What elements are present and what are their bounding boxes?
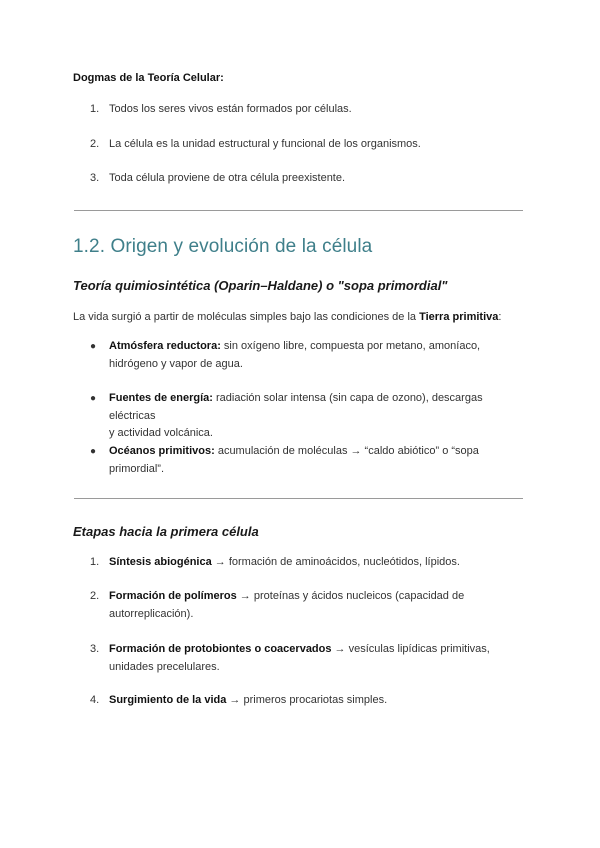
theory-title: Teoría quimiosintética (Oparin–Haldane) o "sopa primordial" (73, 278, 448, 293)
list-text: La célula es la unidad estructural y funcional de los organismos. (109, 138, 421, 150)
bullet-line2: hidrógeno y vapor de agua. (109, 357, 243, 370)
list-text (109, 588, 529, 623)
list-number: 3. (90, 643, 100, 655)
list-text (109, 443, 529, 478)
divider (74, 498, 523, 499)
bullet-line1: acumulación de moléculas → “caldo abiótico” o “sopa (214, 445, 479, 457)
list-text: Todos los seres vivos están formados por células. (109, 103, 352, 115)
dogmas-heading: Dogmas de la Teoría Celular: (73, 72, 224, 84)
stages-title: Etapas hacia la primera célula (73, 524, 259, 539)
bullet-icon: ● (90, 341, 97, 352)
stage-term: Formación de polímeros (109, 590, 237, 602)
stage-term: Síntesis abiogénica (109, 556, 212, 568)
stage-line1: → primeros procariotas simples. (226, 694, 388, 706)
bullet-line2: y actividad volcánica. (109, 427, 213, 439)
list-number: 4. (90, 694, 100, 706)
stage-term: Formación de protobiontes o coacervados (109, 643, 332, 655)
theory-intro (73, 311, 501, 323)
section-title: 1.2. Origen y evolución de la célula (73, 236, 373, 257)
list-text (109, 692, 529, 710)
list-text (109, 554, 529, 572)
bullet-term: Fuentes de energía: (109, 392, 213, 404)
stage-line1: → formación de aminoácidos, nucleótidos, lípidos. (211, 556, 460, 568)
stage-line2: autorreplicación). (109, 607, 194, 620)
stage-line1: → proteínas y ácidos nucleicos (capacidad de (236, 590, 465, 602)
list-number: 1. (90, 103, 100, 115)
list-number: 3. (90, 172, 100, 184)
bullet-icon: ● (90, 393, 97, 404)
intro-text: La vida surgió a partir de moléculas simples bajo las condiciones de la (73, 311, 420, 323)
stage-term: Surgimiento de la vida (109, 694, 227, 706)
intro-bold: Tierra primitiva (419, 311, 499, 323)
bullet-line1: sin oxígeno libre, compuesta por metano, amoníaco, (220, 340, 481, 352)
bullet-line2: primordial”. (109, 462, 165, 475)
divider (74, 210, 523, 211)
list-text (109, 641, 529, 676)
bullet-term: Atmósfera reductora: (109, 340, 221, 352)
list-text: Toda célula proviene de otra célula preexistente. (109, 172, 346, 184)
stage-line2: unidades precelulares. (109, 660, 220, 673)
intro-end: : (498, 311, 502, 323)
stage-line1: → vesículas lipídicas primitivas, (331, 643, 490, 655)
list-number: 1. (90, 556, 100, 568)
bullet-term: Océanos primitivos: (109, 445, 215, 457)
list-text (109, 338, 529, 373)
bullet-line1: radiación solar intensa (sin capa de ozono), descargas eléctricas (109, 392, 483, 422)
bullet-icon: ● (90, 446, 97, 457)
list-number: 2. (90, 138, 100, 150)
list-text (109, 390, 529, 443)
list-number: 2. (90, 590, 100, 602)
